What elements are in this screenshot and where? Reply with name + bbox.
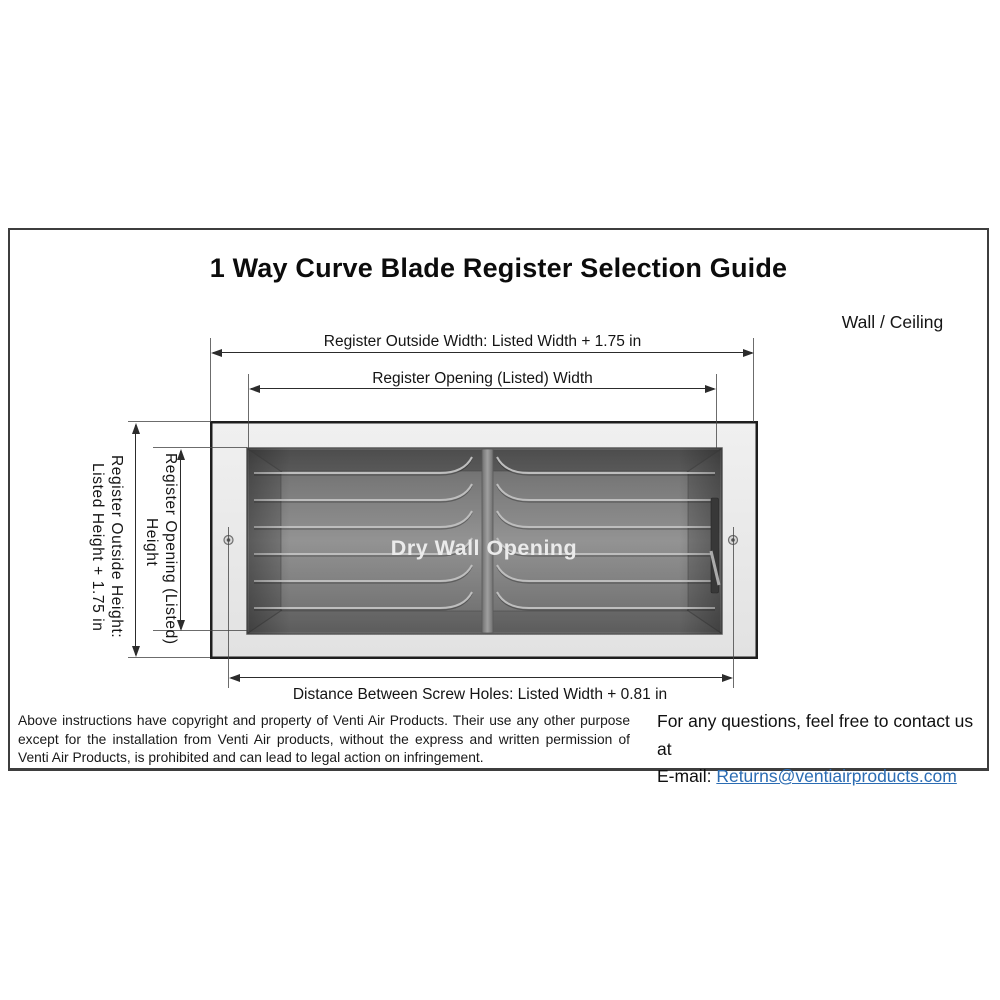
outside-width-label: Register Outside Width: Listed Width + 1.75 in xyxy=(323,333,642,350)
opening-width-arrow xyxy=(249,384,716,393)
outside-height-label-line1: Register Outside Height: xyxy=(108,455,125,639)
arrowhead-right-icon xyxy=(722,674,733,682)
arrowhead-down-icon xyxy=(177,620,185,631)
outside-height-label xyxy=(88,448,126,646)
tick-line xyxy=(153,447,247,448)
arrowhead-right-icon xyxy=(743,349,754,357)
outside-height-label-line2: Listed Height + 1.75 in xyxy=(89,462,106,632)
opening-height-label xyxy=(142,453,180,645)
arrow-shaft xyxy=(231,677,731,679)
wall-ceiling-label: Wall / Ceiling xyxy=(841,312,944,332)
arrow-shaft xyxy=(135,425,137,655)
arrowhead-right-icon xyxy=(705,385,716,393)
register-diagram xyxy=(210,421,758,659)
outside-height-arrow xyxy=(131,423,140,657)
contact-line: For any questions, feel free to contact us at xyxy=(657,711,974,759)
register-opening xyxy=(247,448,722,634)
page-title: 1 Way Curve Blade Register Selection Guide xyxy=(209,253,788,283)
email-line xyxy=(657,763,987,791)
outside-width-arrow xyxy=(211,348,754,357)
screw-distance-arrow xyxy=(229,673,733,682)
email-label: E-mail: xyxy=(657,766,712,786)
opening-height-label-line2: Height xyxy=(143,517,160,567)
tick-line xyxy=(128,657,210,658)
opening-width-label: Register Opening (Listed) Width xyxy=(372,370,593,387)
tick-line xyxy=(128,421,210,422)
arrow-shaft xyxy=(213,352,752,354)
extension-line xyxy=(716,374,717,448)
extension-line xyxy=(228,527,229,688)
opening-height-label-line1: Register Opening (Listed) xyxy=(162,453,179,645)
contact-block xyxy=(657,708,987,791)
drywall-opening-label: Dry Wall Opening xyxy=(390,536,578,560)
arrow-shaft xyxy=(180,451,182,629)
extension-line xyxy=(733,527,734,688)
arrow-shaft xyxy=(251,388,714,390)
email-link[interactable]: Returns@ventiairproducts.com xyxy=(716,766,957,786)
arrowhead-down-icon xyxy=(132,646,140,657)
screw-distance-label: Distance Between Screw Holes: Listed Width + 0.81 in xyxy=(292,686,668,703)
damper-lever xyxy=(711,498,719,593)
copyright-text: Above instructions have copyright and property of Venti Air Products. Their use any other purpose except for the installation from Venti Air products, without the express and written permission of Venti Air Products, is prohibited and can lead to legal action on infringement. xyxy=(18,713,630,766)
opening-height-arrow xyxy=(176,449,185,631)
